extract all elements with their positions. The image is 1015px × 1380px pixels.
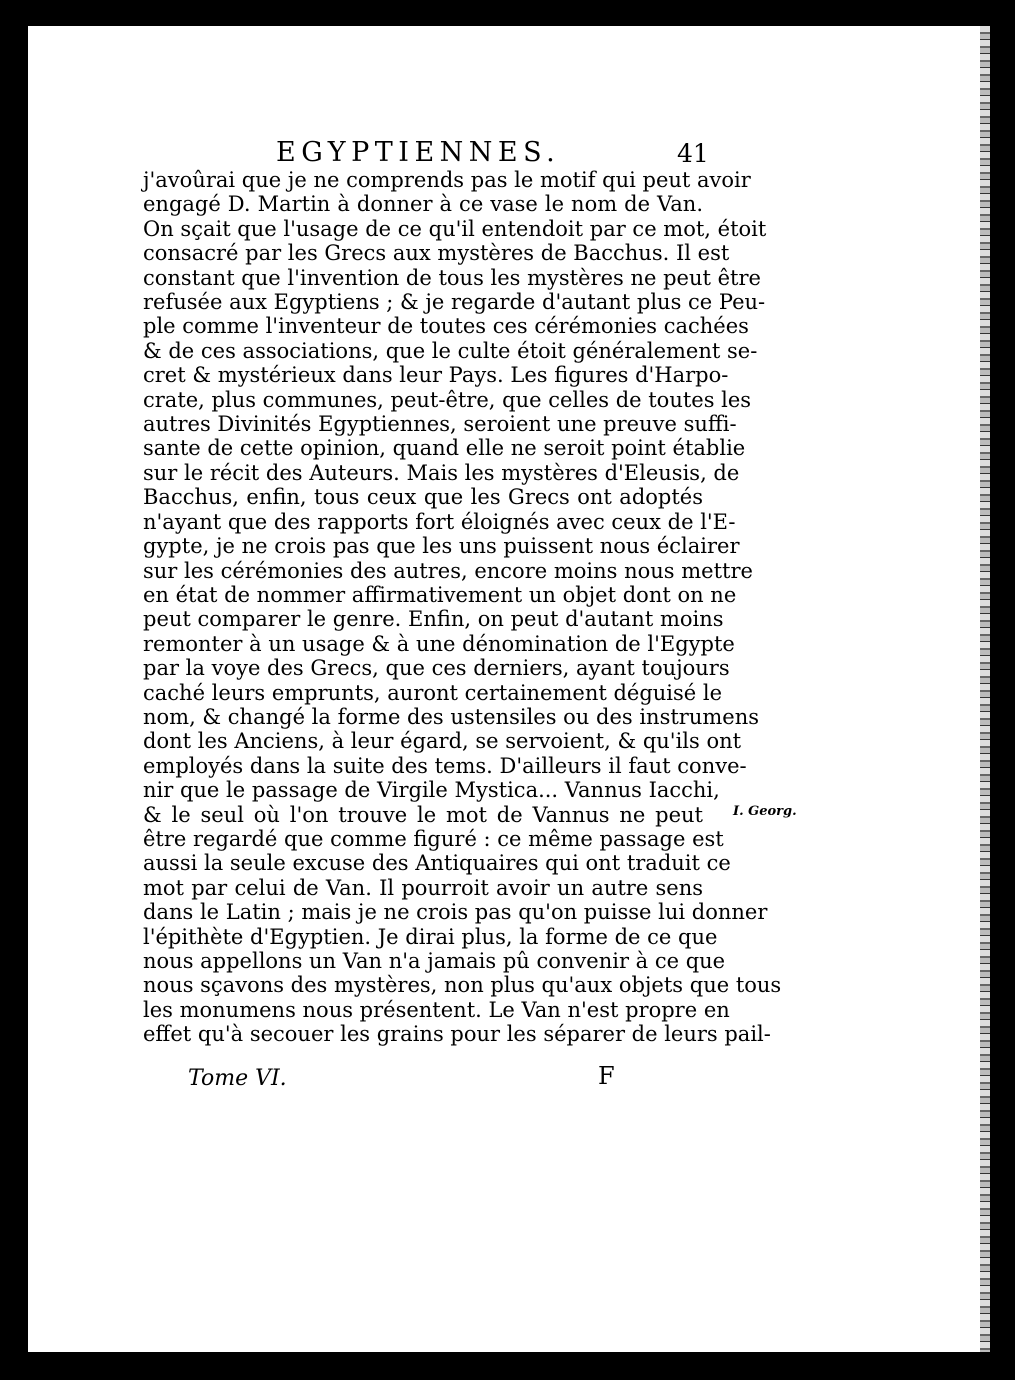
- text-line: refusée aux Egyptiens ; & je regarde d'autant plus ce Peu-: [143, 290, 766, 315]
- text-line: & le seul où l'on trouve le mot de Vannus ne peut: [143, 802, 703, 827]
- text-line: gypte, je ne crois pas que les uns puissent nous éclairer: [143, 534, 740, 559]
- margin-note: I. Georg.: [733, 804, 797, 819]
- text-line: dont les Anciens, à leur égard, se servoient, & qu'ils ont: [143, 729, 742, 754]
- text-line: caché leurs emprunts, auront certainement déguisé le: [143, 680, 723, 705]
- text-line: Bacchus, enfin, tous ceux que les Grecs ont adoptés: [143, 485, 703, 510]
- text-line: n'ayant que des rapports fort éloignés avec ceux de l'E-: [143, 509, 736, 534]
- text-line: sur les cérémonies des autres, encore moins nous mettre: [143, 558, 753, 583]
- text-line: être regardé que comme figuré : ce même passage est: [143, 826, 724, 851]
- text-line: peut comparer le genre. Enfin, on peut d'autant moins: [143, 607, 724, 632]
- text-line: consacré par les Grecs aux mystères de Bacchus. Il est: [143, 241, 730, 266]
- text-line: employés dans la suite des tems. D'ailleurs il faut conve-: [143, 753, 747, 778]
- volume-signature: Tome VI.: [188, 1066, 287, 1091]
- page-number: 41: [677, 139, 709, 168]
- text-line: par la voye des Grecs, que ces derniers, ayant toujours: [143, 656, 730, 681]
- text-line: nom, & changé la forme des ustensiles ou des instrumens: [143, 704, 759, 729]
- text-line: crate, plus communes, peut-être, que celles de toutes les: [143, 387, 752, 412]
- running-title: EGYPTIENNES.: [276, 137, 561, 168]
- text-line: nous appellons un Van n'a jamais pû convenir à ce que: [143, 949, 726, 973]
- text-line: & de ces associations, que le culte étoit généralement se-: [143, 338, 758, 363]
- text-line: dans le Latin ; mais je ne crois pas qu'on puisse lui donner: [143, 900, 768, 925]
- sheet-mark: F: [598, 1062, 615, 1090]
- text-line: autres Divinités Egyptiennes, seroient une preuve suffi-: [143, 412, 737, 437]
- text-line: les monumens nous présentent. Le Van n'est propre en: [143, 997, 730, 1022]
- text-line: cret & mystérieux dans leur Pays. Les figures d'Harpo-: [143, 363, 729, 388]
- text-line: sante de cette opinion, quand elle ne seroit point établie: [143, 436, 746, 461]
- text-line: ple comme l'inventeur de toutes ces cérémonies cachées: [143, 314, 749, 339]
- text-line: l'épithète d'Egyptien. Je dirai plus, la forme de ce que: [143, 924, 718, 949]
- text-line: engagé D. Martin à donner à ce vase le nom de Van.: [143, 192, 703, 217]
- text-line: j'avoûrai que je ne comprends pas le motif qui peut avoir: [143, 168, 751, 192]
- text-line: nir que le passage de Virgile Mystica... Vannus Iacchi,: [143, 778, 720, 803]
- text-line: sur le récit des Auteurs. Mais les mystères d'Eleusis, de: [143, 460, 740, 485]
- text-line: nous sçavons des mystères, non plus qu'aux objets que tous: [143, 973, 782, 998]
- text-line: effet qu'à secouer les grains pour les séparer de leurs pail-: [143, 1022, 771, 1047]
- text-line: remonter à un usage & à une dénomination de l'Egypte: [143, 631, 735, 656]
- text-line: constant que l'invention de tous les mystères ne peut être: [143, 265, 761, 290]
- text-line: en état de nommer affirmativement un objet dont on ne: [143, 582, 737, 607]
- text-line: mot par celui de Van. Il pourroit avoir un autre sens: [143, 875, 703, 900]
- text-line: aussi la seule excuse des Antiquaires qui ont traduit ce: [143, 851, 731, 876]
- book-edge: [980, 26, 990, 1352]
- text-line: On sçait que l'usage de ce qu'il entendoit par ce mot, étoit: [143, 216, 767, 241]
